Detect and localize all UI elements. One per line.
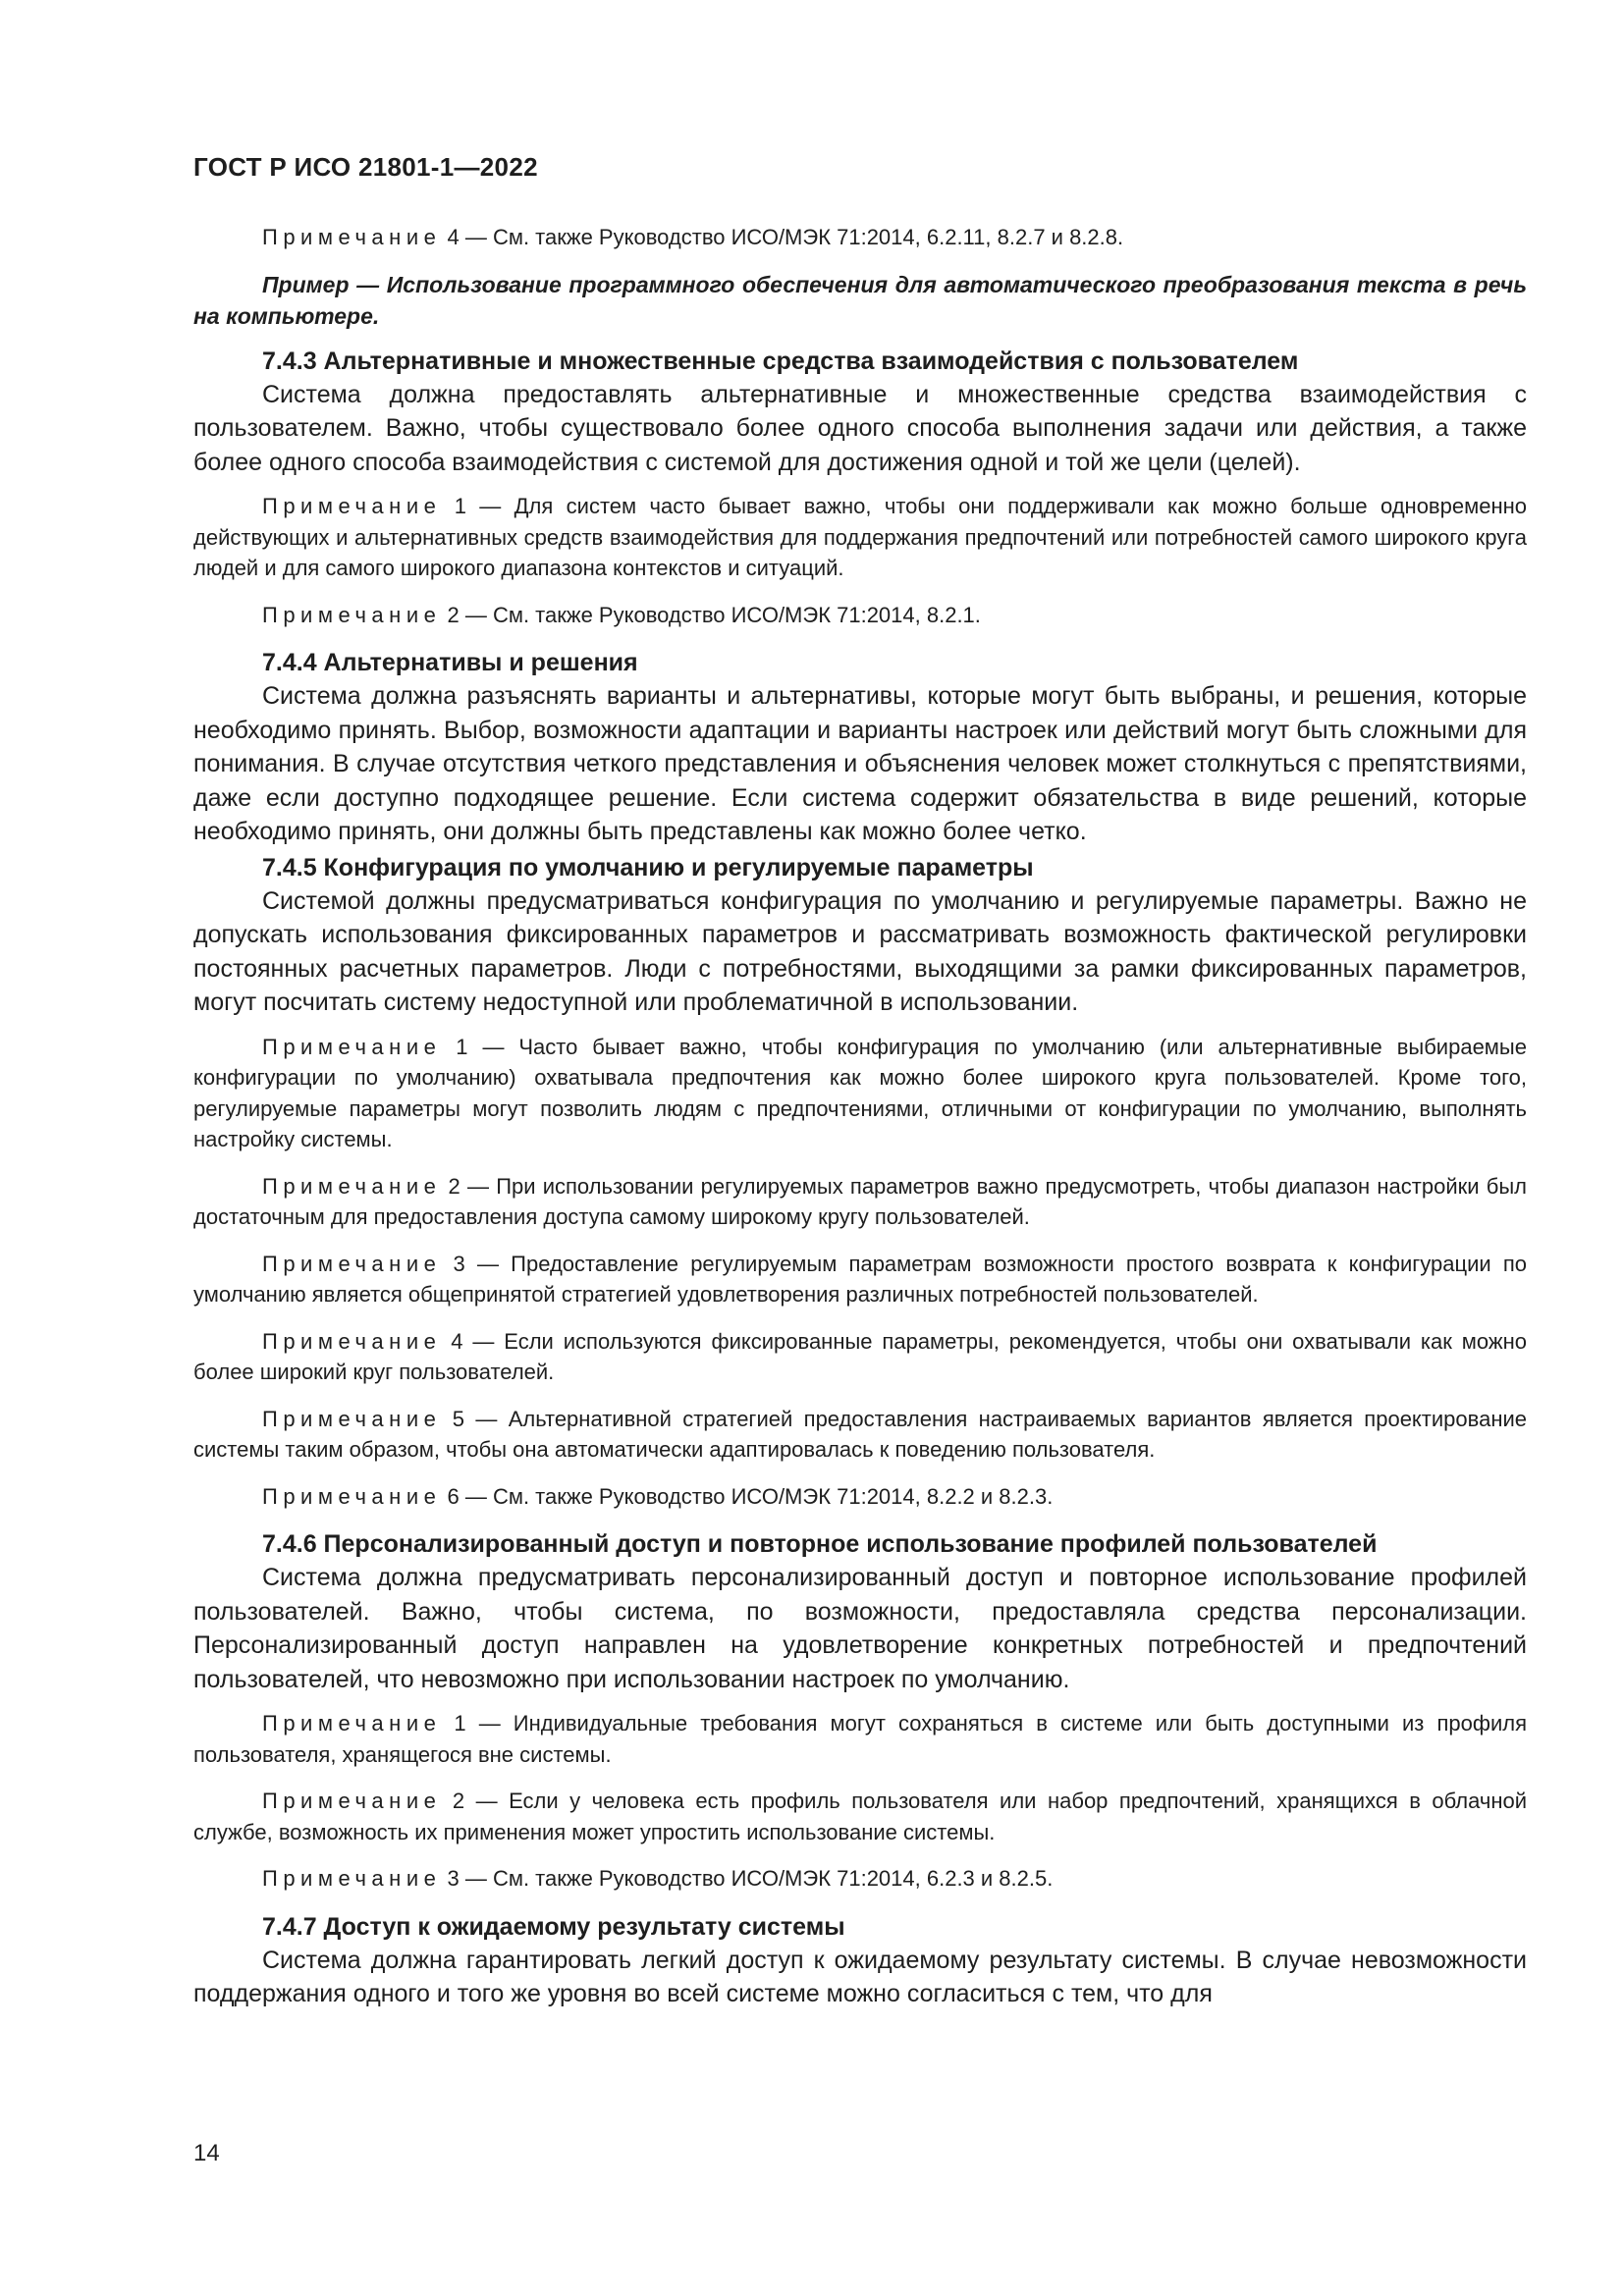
body-paragraph: Система должна гарантировать легкий доступ к ожидаемому результату системы. В случае невозможности поддержания одного и того же уровня во всей системе можно согласиться с тем, что для [193,1946,1527,2007]
note-number: 3 [453,1251,465,1276]
body-paragraph: Системой должны предусматриваться конфигурация по умолчанию и регулируемые параметры. Важно не допускать использования фиксированных параметров и рассматривать возможность фактической регулировки постоянных расчетных параметров. Люди с потребностями, выходящими за рамки фиксированных параметров, могут посчитать систему недоступной или проблематичной в использовании. [193,886,1527,1016]
note-number: 1 [454,494,466,518]
note-number: 2 [448,1173,460,1199]
page-number: 14 [193,2140,220,2166]
note-number: 3 [447,1866,460,1891]
note-text: — Альтернативной стратегией предоставления настраиваемых вариантов является проектирование системы таким образом, чтобы она автоматически адаптировалась к поведению пользователя. [193,1406,1527,1462]
note [193,1481,1527,1513]
note-label: Примечание [262,602,442,627]
note-text: — Предоставление регулируемым параметрам возможности простого возврата к конфигурации по умолчанию является общепринятой стратегией удовлетворения различных потребностей пользователей. [193,1251,1527,1307]
document-body [193,222,1527,2011]
note-text: — Часто бывает важно, чтобы конфигурация по умолчанию (или альтернативные выбираемые конфигурации по умолчанию) охватывала предпочтения как можно более широкого круга пользователей. Кроме того, регулируемые параметры могут позволить людям с предпочтениями, отличными от конфигурации по умолчанию, выполнять настройку системы. [193,1034,1527,1151]
note-number: 5 [452,1406,464,1431]
note-text: — Если у человека есть профиль пользователя или набор предпочтений, хранящихся в облачной службе, возможность их применения может упростить использование системы. [193,1789,1527,1844]
note-number: 2 [452,1789,465,1813]
note-text: — См. также Руководство ИСО/МЭК 71:2014, 6.2.3 и 8.2.5. [459,1866,1054,1891]
section-heading: 7.4.5 Конфигурация по умолчанию и регулируемые параметры [262,853,1034,881]
note-text: — Если используются фиксированные параметры, рекомендуется, чтобы они охватывали как можно более широкий круг пользователей. [193,1328,1527,1384]
note [193,1404,1527,1466]
note [193,1032,1527,1155]
note [193,1786,1527,1847]
note-label: Примечание [262,494,442,518]
note-label: Примечание [262,1406,442,1431]
note-text: — См. также Руководство ИСО/МЭК 71:2014, 6.2.11, 8.2.7 и 8.2.8. [459,225,1124,249]
note-label: Примечание [262,1789,442,1813]
note [193,1326,1527,1388]
note-text: — См. также Руководство ИСО/МЭК 71:2014, 8.2.1. [459,602,981,627]
note-label: Примечание [262,1251,442,1276]
section-heading: 7.4.7 Доступ к ожидаемому результату системы [262,1912,845,1941]
note-text: — При использовании регулируемых параметров важно предусмотреть, чтобы диапазон настройки был достаточным для предоставления доступа самому широкому кругу пользователей. [193,1173,1527,1229]
note [193,1171,1527,1233]
note-label: Примечание [262,1173,442,1199]
body-paragraph: Система должна разъяснять варианты и альтернативы, которые могут быть выбраны, и решения, которые необходимо принять. Выбор, возможности адаптации и варианты настроек или действий могут быть сложными для понимания. В случае отсутствия четкого представления и объяснения человек может столкнуться с препятствиями, даже если доступно подходящее решение. Если система содержит обязательства в виде решений, которые необходимо принять, они должны быть представлены как можно более четко. [193,682,1527,845]
note-number: 2 [447,602,460,627]
note-text: — См. также Руководство ИСО/МЭК 71:2014, 8.2.2 и 8.2.3. [459,1483,1054,1509]
section-heading: 7.4.3 Альтернативные и множественные средства взаимодействия с пользователем [262,347,1299,375]
section-heading: 7.4.6 Персонализированный доступ и повторное использование профилей пользователей [262,1530,1378,1558]
note-label: Примечание [262,1328,442,1354]
document-header: ГОСТ Р ИСО 21801-1—2022 [193,152,538,182]
note-label: Примечание [262,1711,442,1735]
note-number: 6 [447,1483,460,1509]
body-paragraph: Система должна предусматривать персонализированный доступ и повторное использование профилей пользователей. Важно, чтобы система, по возможности, предоставляла средства персонализации. Персонализированный доступ направлен на удовлетворение конкретных потребностей и предпочтений пользователей, что невозможно при использовании настроек по умолчанию. [193,1564,1527,1693]
example: Пример — Использование программного обеспечения для автоматического преобразования текста в речь на компьютере. [193,271,1527,329]
note [193,1249,1527,1310]
note-label: Примечание [262,1483,442,1509]
note [193,222,1527,253]
note-number: 4 [447,225,460,249]
note [193,600,1527,631]
note-text: — Для систем часто бывает важно, чтобы они поддерживали как можно больше одновременно действующих и альтернативных средств взаимодействия для поддержания предпочтений или потребностей самого широкого круга людей и для самого широкого диапазона контекстов и ситуаций. [193,494,1527,580]
note-text: — Индивидуальные требования могут сохраняться в системе или быть доступными из профиля пользователя, хранящегося вне системы. [193,1711,1527,1767]
section-heading: 7.4.4 Альтернативы и решения [262,649,638,676]
note-number: 1 [454,1711,466,1735]
note [193,1708,1527,1770]
note-number: 1 [456,1034,468,1059]
note-label: Примечание [262,225,442,249]
note-number: 4 [451,1328,463,1354]
body-paragraph: Система должна предоставлять альтернативные и множественные средства взаимодействия с пользователем. Важно, чтобы существовало более одного способа выполнения задачи или действия, а также более одного способа взаимодействия с системой для достижения одной и той же цели (целей). [193,380,1527,476]
note-label: Примечание [262,1034,442,1059]
note [193,491,1527,584]
note [193,1863,1527,1895]
note-label: Примечание [262,1866,442,1891]
